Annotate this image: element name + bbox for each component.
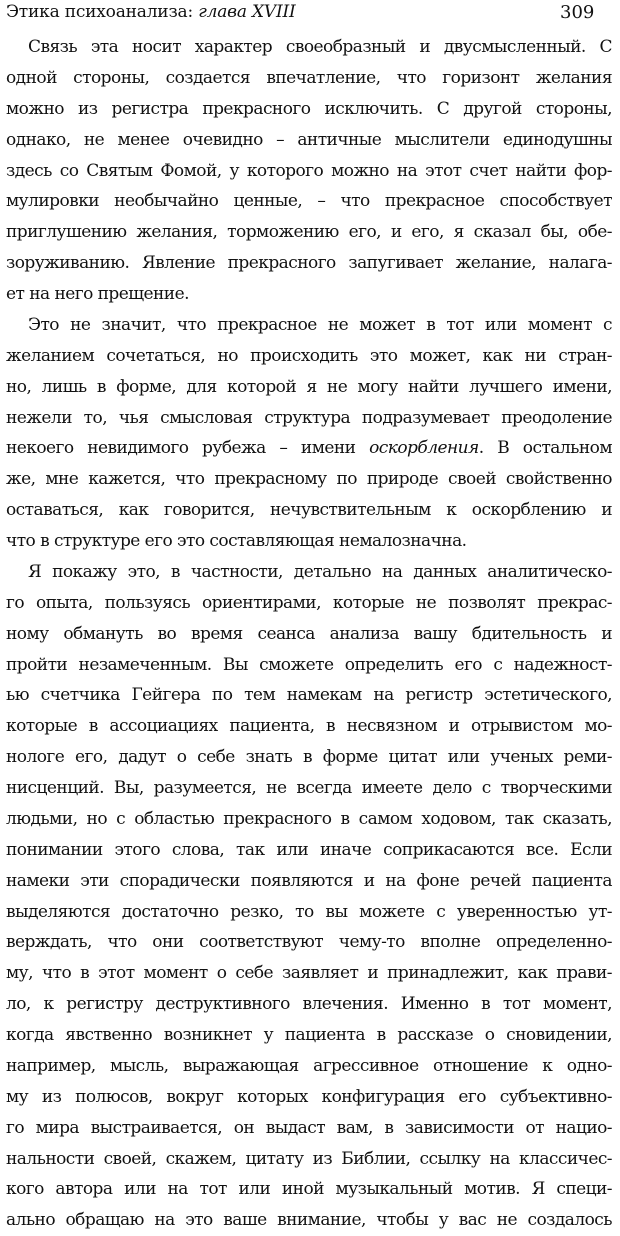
- text-line: го опыта, пользуясь ориентирами, которые не позволят прекрас-: [6, 592, 612, 613]
- text-line: но, лишь в форме, для которой я не могу найти лучшего имени,: [6, 376, 612, 397]
- text-line: же, мне кажется, что прекрасному по природе своей свойственно: [6, 469, 612, 490]
- text-line: ально обращаю на это ваше внимание, чтобы у вас не создалось: [6, 1210, 612, 1231]
- text-line: нежели то, чья смысловая структура подразумевает преодоление: [6, 407, 612, 428]
- text-line: кого автора или на тот или иной музыкальный мотив. Я специ-: [6, 1179, 612, 1200]
- text-line: однако, не менее очевидно – античные мыслители единодушны: [6, 129, 612, 150]
- text-line: нисценций. Вы, разумеется, не всегда имеете дело с творческими: [6, 778, 612, 798]
- body-text: [6, 32, 612, 1236]
- emphasis-term: оскорбления: [369, 438, 479, 459]
- text-line: ло, к регистру деструктивного влечения. Именно в тот момент,: [6, 994, 612, 1015]
- text-line: когда явственно возникнет у пациента в рассказе о сновидении,: [6, 1025, 612, 1045]
- page-number: 309: [560, 2, 595, 23]
- running-head-title: [6, 2, 296, 22]
- paragraph-2: [6, 310, 612, 557]
- text-line: верждать, что они соответствуют чему-то вполне определенно-: [6, 932, 612, 953]
- text-run: . В остальном: [478, 438, 612, 459]
- text-line: Я покажу это, в частности, детально на данных аналитическо-: [28, 561, 612, 582]
- text-line: нальности своей, скажем, цитату из Библии, ссылку на классичес-: [6, 1148, 612, 1169]
- text-line: ью счетчика Гейгера по тем намекам на регистр эстетического,: [6, 685, 612, 706]
- running-head-title-italic: глава XVIII: [198, 2, 296, 22]
- text-line: понимании этого слова, так или иначе соприкасаются все. Если: [6, 839, 612, 860]
- text-line: что в структуре его это составляющая немалозначна.: [6, 531, 467, 551]
- text-line: Связь эта носит характер своеобразный и двусмысленный. С: [28, 37, 612, 57]
- paragraph-1: [6, 32, 612, 310]
- text-line-with-emphasis: [6, 433, 612, 464]
- text-line: людьми, но с областью прекрасного в самом ходовом, так сказать,: [6, 808, 612, 829]
- text-line: ет на него прещение.: [6, 284, 189, 304]
- text-line: желанием сочетаться, но происходить это может, как ни стран-: [6, 345, 612, 366]
- text-line: оставаться, как говорится, нечувствительным к оскорблению и: [6, 500, 612, 521]
- text-line: му из полюсов, вокруг которых конфигурация его субъективно-: [6, 1086, 612, 1107]
- text-line: мулировки необычайно ценные, – что прекрасное способствует: [6, 191, 612, 212]
- text-line: выделяются достаточно резко, то вы можете с уверенностью ут-: [6, 901, 612, 922]
- text-line: го мира выстраивается, он выдаст вам, в зависимости от нацио-: [6, 1117, 612, 1138]
- text-line: которые в ассоциациях пациента, в несвязном и отрывистом мо-: [6, 716, 612, 737]
- text-line: можно из регистра прекрасного исключить. С другой стороны,: [6, 98, 612, 119]
- text-line: намеки эти спорадически появляются и на фоне речей пациента: [6, 870, 612, 891]
- text-run: некоего невидимого рубежа – имени: [6, 438, 370, 459]
- text-line: ному обмануть во время сеанса анализа вашу бдительность и: [6, 623, 612, 644]
- running-head: [0, 2, 620, 28]
- text-line: например, мысль, выражающая агрессивное отношение к одно-: [6, 1055, 612, 1076]
- text-line: Это не значит, что прекрасное не может в тот или момент с: [28, 314, 612, 335]
- text-line: нологе его, дадут о себе знать в форме цитат или ученых реми-: [6, 747, 612, 768]
- text-line: здесь со Святым Фомой, у которого можно на этот счет найти фор-: [6, 160, 612, 181]
- text-line: зоруживанию. Явление прекрасного запугивает желание, налага-: [6, 253, 612, 274]
- text-line: му, что в этот момент о себе заявляет и принадлежит, как прави-: [6, 963, 612, 984]
- text-line: пройти незамеченным. Вы сможете определить его с надежност-: [6, 654, 612, 675]
- paragraph-3: [6, 557, 612, 1236]
- text-line: приглушению желания, торможению его, и его, я сказал бы, обе-: [6, 222, 612, 243]
- running-head-title-regular: Этика психоанализа:: [6, 2, 199, 22]
- text-line: одной стороны, создается впечатление, что горизонт желания: [6, 67, 612, 88]
